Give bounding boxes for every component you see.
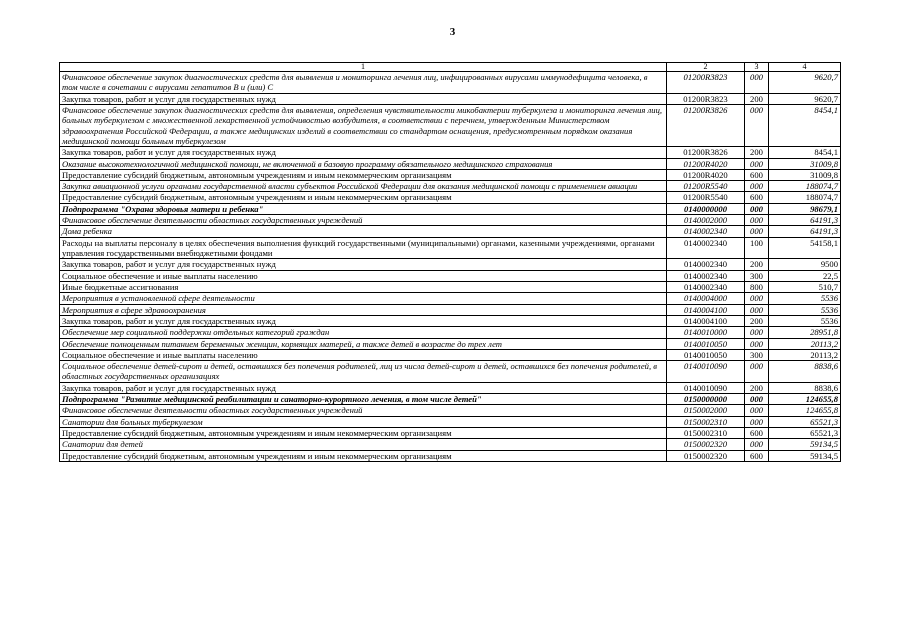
table-row (60, 104, 841, 146)
row-type-cell: 300 (745, 349, 769, 360)
row-type-cell: 000 (745, 104, 769, 146)
row-type-cell: 200 (745, 382, 769, 393)
table-row (60, 416, 841, 427)
row-name-cell: Оказание высокотехнологичной медицинской помощи, не включенной в базовую программу обязательного медицинского страхования (60, 158, 667, 169)
row-type-cell: 200 (745, 93, 769, 104)
table-row (60, 439, 841, 450)
row-code-cell: 0140004000 (667, 293, 745, 304)
row-code-cell: 0140010050 (667, 349, 745, 360)
row-type-cell: 100 (745, 237, 769, 259)
row-type-cell: 600 (745, 450, 769, 461)
table-row (60, 382, 841, 393)
row-type-cell: 800 (745, 281, 769, 292)
row-name-cell: Подпрограмма "Охрана здоровья матери и ребенка" (60, 203, 667, 214)
budget-table (59, 62, 841, 462)
row-code-cell: 0150002000 (667, 405, 745, 416)
row-name-cell: Закупка товаров, работ и услуг для государственных нужд (60, 93, 667, 104)
table-row (60, 192, 841, 203)
row-type-cell: 000 (745, 361, 769, 383)
table-row (60, 338, 841, 349)
header-col-code: 2 (667, 63, 745, 72)
row-type-cell: 000 (745, 226, 769, 237)
row-code-cell: 0140002340 (667, 270, 745, 281)
row-name-cell: Мероприятия в сфере здравоохранения (60, 304, 667, 315)
row-code-cell: 0140004100 (667, 315, 745, 326)
row-code-cell: 01200R5540 (667, 192, 745, 203)
row-type-cell: 000 (745, 72, 769, 94)
table-row (60, 259, 841, 270)
row-name-cell: Иные бюджетные ассигнования (60, 281, 667, 292)
row-sum-cell: 65521,3 (769, 416, 841, 427)
table-row (60, 169, 841, 180)
row-name-cell: Подпрограмма "Развитие медицинской реабилитации и санаторно-курортного лечения, в том числе детей" (60, 394, 667, 405)
row-name-cell: Закупка товаров, работ и услуг для государственных нужд (60, 147, 667, 158)
row-code-cell: 01200R4020 (667, 158, 745, 169)
row-code-cell: 01200R3826 (667, 147, 745, 158)
row-sum-cell: 188074,7 (769, 181, 841, 192)
row-name-cell: Закупка товаров, работ и услуг для государственных нужд (60, 259, 667, 270)
table-row (60, 270, 841, 281)
table-row (60, 226, 841, 237)
row-code-cell: 0150002310 (667, 428, 745, 439)
row-code-cell: 0150002320 (667, 450, 745, 461)
row-name-cell: Финансовое обеспечение закупок диагностических средств для выявления и мониторинга лечения лиц, инфицированных вирусами иммунодефицита человека, в том числе в сочетании с вирусами гепатитов В и (или) С (60, 72, 667, 94)
row-name-cell: Закупка товаров, работ и услуг для государственных нужд (60, 315, 667, 326)
row-type-cell: 000 (745, 293, 769, 304)
row-sum-cell: 59134,5 (769, 450, 841, 461)
row-name-cell: Санатории для больных туберкулезом (60, 416, 667, 427)
row-sum-cell: 124655,8 (769, 394, 841, 405)
row-code-cell: 0140002000 (667, 215, 745, 226)
row-code-cell: 0140010000 (667, 327, 745, 338)
row-type-cell: 600 (745, 428, 769, 439)
row-code-cell: 0150000000 (667, 394, 745, 405)
row-name-cell: Финансовое обеспечение закупок диагностических средств для выявления, определения чувствительности микобактерии туберкулеза и мониторинга лечения лиц, больных туберкулезом с множественной лекарственной устойчивостью возбудителя, в соответствии с перечнем, утвержденным Министерством здравоохранения Российской Федерации, а также медицинских изделий в соответствии со стандартом оснащения, предусмотренным порядком оказания медицинской помощи больным туберкулезом (60, 104, 667, 146)
table-row (60, 405, 841, 416)
row-name-cell: Предоставление субсидий бюджетным, автономным учреждениям и иным некоммерческим организациям (60, 169, 667, 180)
row-type-cell: 000 (745, 394, 769, 405)
row-type-cell: 200 (745, 315, 769, 326)
row-name-cell: Санатории для детей (60, 439, 667, 450)
row-code-cell: 01200R5540 (667, 181, 745, 192)
row-type-cell: 000 (745, 215, 769, 226)
table-row (60, 237, 841, 259)
table-row (60, 293, 841, 304)
row-name-cell: Закупка авиационной услуги органами государственной власти субъектов Российской Федерации для оказания медицинской помощи с применением авиации (60, 181, 667, 192)
table-row (60, 93, 841, 104)
row-code-cell: 01200R3823 (667, 72, 745, 94)
row-sum-cell: 5536 (769, 304, 841, 315)
table-row (60, 203, 841, 214)
table-row (60, 327, 841, 338)
row-name-cell: Закупка товаров, работ и услуг для государственных нужд (60, 382, 667, 393)
row-sum-cell: 188074,7 (769, 192, 841, 203)
row-type-cell: 600 (745, 192, 769, 203)
row-sum-cell: 9620,7 (769, 93, 841, 104)
row-sum-cell: 65521,3 (769, 428, 841, 439)
row-code-cell: 01200R3823 (667, 93, 745, 104)
row-name-cell: Социальное обеспечение и иные выплаты населению (60, 270, 667, 281)
row-sum-cell: 31009,8 (769, 169, 841, 180)
row-code-cell: 0140000000 (667, 203, 745, 214)
table-row (60, 72, 841, 94)
table-row (60, 349, 841, 360)
page-number: 3 (449, 26, 456, 38)
row-type-cell: 200 (745, 259, 769, 270)
row-sum-cell: 9500 (769, 259, 841, 270)
row-name-cell: Предоставление субсидий бюджетным, автономным учреждениям и иным некоммерческим организациям (60, 192, 667, 203)
row-sum-cell: 9620,7 (769, 72, 841, 94)
row-sum-cell: 5536 (769, 293, 841, 304)
row-code-cell: 0140004100 (667, 304, 745, 315)
row-code-cell: 0140002340 (667, 226, 745, 237)
row-sum-cell: 64191,3 (769, 215, 841, 226)
row-sum-cell: 8838,6 (769, 382, 841, 393)
row-name-cell: Расходы на выплаты персоналу в целях обеспечения выполнения функций государственными (муниципальными) органами, казенными учреждениями, органами управления государственными внебюджетными фондами (60, 237, 667, 259)
row-type-cell: 000 (745, 405, 769, 416)
row-type-cell: 000 (745, 158, 769, 169)
row-type-cell: 000 (745, 203, 769, 214)
row-name-cell: Социальное обеспечение детей-сирот и детей, оставшихся без попечения родителей, лиц из числа детей-сирот и детей, оставшихся без попечения родителей, в областных государственных организациях (60, 361, 667, 383)
row-sum-cell: 59134,5 (769, 439, 841, 450)
row-type-cell: 000 (745, 338, 769, 349)
table-row (60, 315, 841, 326)
row-code-cell: 0140010090 (667, 361, 745, 383)
row-sum-cell: 510,7 (769, 281, 841, 292)
row-type-cell: 000 (745, 181, 769, 192)
table-row (60, 281, 841, 292)
row-sum-cell: 124655,8 (769, 405, 841, 416)
row-sum-cell: 8838,6 (769, 361, 841, 383)
row-code-cell: 0150002310 (667, 416, 745, 427)
row-name-cell: Финансовое обеспечение деятельности областных государственных учреждений (60, 405, 667, 416)
table-row (60, 215, 841, 226)
row-type-cell: 300 (745, 270, 769, 281)
row-name-cell: Социальное обеспечение и иные выплаты населению (60, 349, 667, 360)
row-code-cell: 0140002340 (667, 237, 745, 259)
table-row (60, 181, 841, 192)
row-sum-cell: 5536 (769, 315, 841, 326)
row-type-cell: 200 (745, 147, 769, 158)
row-type-cell: 000 (745, 439, 769, 450)
row-code-cell: 01200R4020 (667, 169, 745, 180)
table-row (60, 394, 841, 405)
table-row (60, 147, 841, 158)
row-name-cell: Предоставление субсидий бюджетным, автономным учреждениям и иным некоммерческим организациям (60, 450, 667, 461)
row-sum-cell: 28951,8 (769, 327, 841, 338)
row-name-cell: Финансовое обеспечение деятельности областных государственных учреждений (60, 215, 667, 226)
row-name-cell: Дома ребенка (60, 226, 667, 237)
row-code-cell: 0140002340 (667, 281, 745, 292)
row-name-cell: Предоставление субсидий бюджетным, автономным учреждениям и иным некоммерческим организациям (60, 428, 667, 439)
row-code-cell: 0140010090 (667, 382, 745, 393)
row-code-cell: 01200R3826 (667, 104, 745, 146)
row-code-cell: 0150002320 (667, 439, 745, 450)
table-row (60, 361, 841, 383)
row-code-cell: 0140002340 (667, 259, 745, 270)
row-name-cell: Обеспечение мер социальной поддержки отдельных категорий граждан (60, 327, 667, 338)
row-sum-cell: 8454,1 (769, 147, 841, 158)
row-type-cell: 000 (745, 304, 769, 315)
row-sum-cell: 22,5 (769, 270, 841, 281)
row-sum-cell: 98679,1 (769, 203, 841, 214)
row-sum-cell: 8454,1 (769, 104, 841, 146)
row-type-cell: 000 (745, 416, 769, 427)
row-sum-cell: 31009,8 (769, 158, 841, 169)
table-header-row (60, 63, 841, 72)
row-code-cell: 0140010050 (667, 338, 745, 349)
row-sum-cell: 54158,1 (769, 237, 841, 259)
row-name-cell: Обеспечение полноценным питанием беременных женщин, кормящих матерей, а также детей в возрасте до трех лет (60, 338, 667, 349)
row-sum-cell: 20113,2 (769, 349, 841, 360)
table-row (60, 428, 841, 439)
header-col-type: 3 (745, 63, 769, 72)
row-sum-cell: 64191,3 (769, 226, 841, 237)
table-row (60, 158, 841, 169)
header-col-name: 1 (60, 63, 667, 72)
table-body (60, 72, 841, 462)
row-type-cell: 600 (745, 169, 769, 180)
table-row (60, 304, 841, 315)
row-sum-cell: 20113,2 (769, 338, 841, 349)
row-name-cell: Мероприятия в установленной сфере деятельности (60, 293, 667, 304)
header-col-sum: 4 (769, 63, 841, 72)
table-row (60, 450, 841, 461)
row-type-cell: 000 (745, 327, 769, 338)
